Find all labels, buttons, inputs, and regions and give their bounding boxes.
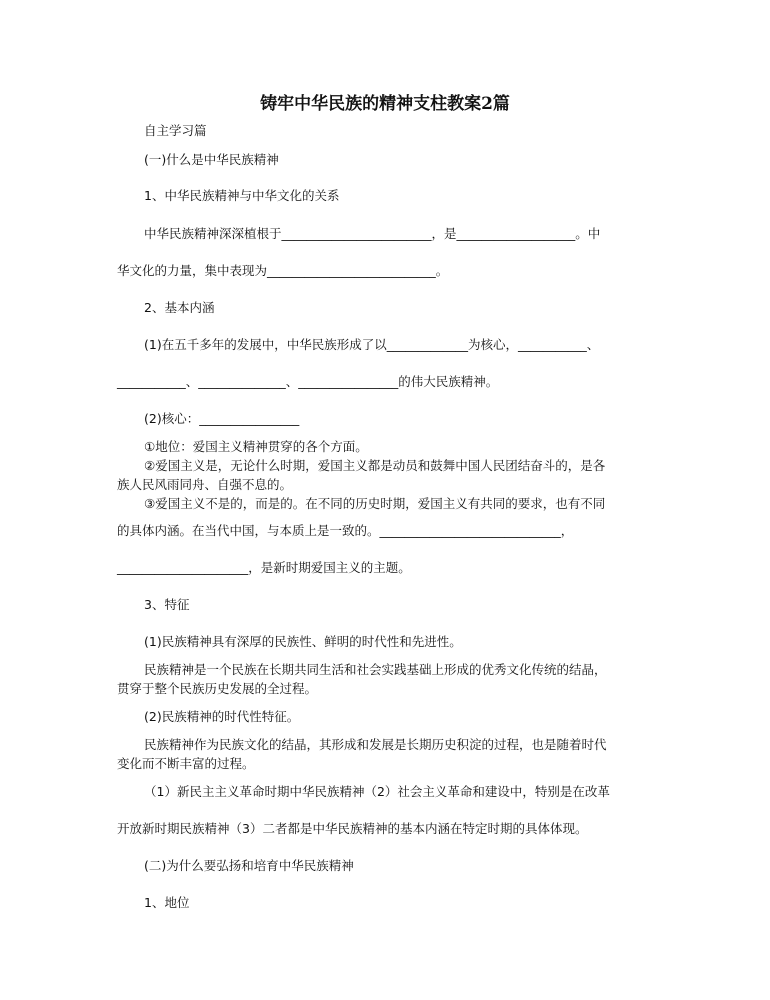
paragraph-line: 华文化的力量，集中表现为___________________________。 — [117, 263, 449, 278]
section-heading: (二)为什么要弘扬和培育中华民族精神 — [144, 858, 354, 873]
paragraph-line: (1)在五千多年的发展中，中华民族形成了以_____________为核心，___________、 — [144, 337, 600, 352]
document-title: 铸牢中华民族的精神支柱教案2篇 — [260, 94, 510, 114]
paragraph-line: ③爱国主义不是的，而是的。在不同的历史时期，爱国主义有共同的要求，也有不同 — [144, 496, 606, 511]
section-heading: (一)什么是中华民族精神 — [144, 152, 279, 167]
paragraph-line: ②爱国主义是，无论什么时期，爱国主义都是动员和鼓舞中国人民团结奋斗的，是各 — [144, 458, 606, 473]
paragraph-line: 中华民族精神深深植根于________________________，是___________________。中 — [144, 226, 601, 241]
paragraph-line: 开放新时期民族精神（3）二者都是中华民族精神的基本内涵在特定时期的具体体现。 — [117, 821, 588, 836]
paragraph-line: 民族精神是一个民族在长期共同生活和社会实践基础上形成的优秀文化传统的结晶， — [144, 662, 607, 677]
paragraph-line: _____________________，是新时期爱国主义的主题。 — [117, 560, 411, 575]
section-label: 自主学习篇 — [144, 123, 207, 138]
subsection-heading: 1、中华民族精神与中华文化的关系 — [144, 188, 340, 203]
subsection-heading: 1、地位 — [144, 895, 190, 910]
paragraph-line: 贯穿于整个民族历史发展的全过程。 — [117, 681, 318, 696]
paragraph-line: (2)核心：________________ — [144, 411, 300, 426]
paragraph-line: 族人民风雨同舟、自强不息的。 — [117, 477, 293, 492]
paragraph-line: (2)民族精神的时代性特征。 — [144, 709, 300, 724]
paragraph-line: ①地位：爱国主义精神贯穿的各个方面。 — [144, 439, 368, 454]
paragraph-line: 的具体内涵。在当代中国，与本质上是一致的。_____________________________， — [117, 523, 574, 538]
paragraph-line: 民族精神作为民族文化的结晶，其形成和发展是长期历史积淀的过程，也是随着时代 — [144, 737, 607, 752]
subsection-heading: 3、特征 — [144, 597, 190, 612]
paragraph-line: （1）新民主主义革命时期中华民族精神（2）社会主义革命和建设中，特别是在改革 — [144, 784, 610, 799]
paragraph-line: 变化而不断丰富的过程。 — [117, 756, 255, 771]
paragraph-line: (1)民族精神具有深厚的民族性、鲜明的时代性和先进性。 — [144, 634, 462, 649]
paragraph-line: ___________、______________、________________的伟大民族精神。 — [117, 374, 499, 389]
subsection-heading: 2、基本内涵 — [144, 300, 215, 315]
